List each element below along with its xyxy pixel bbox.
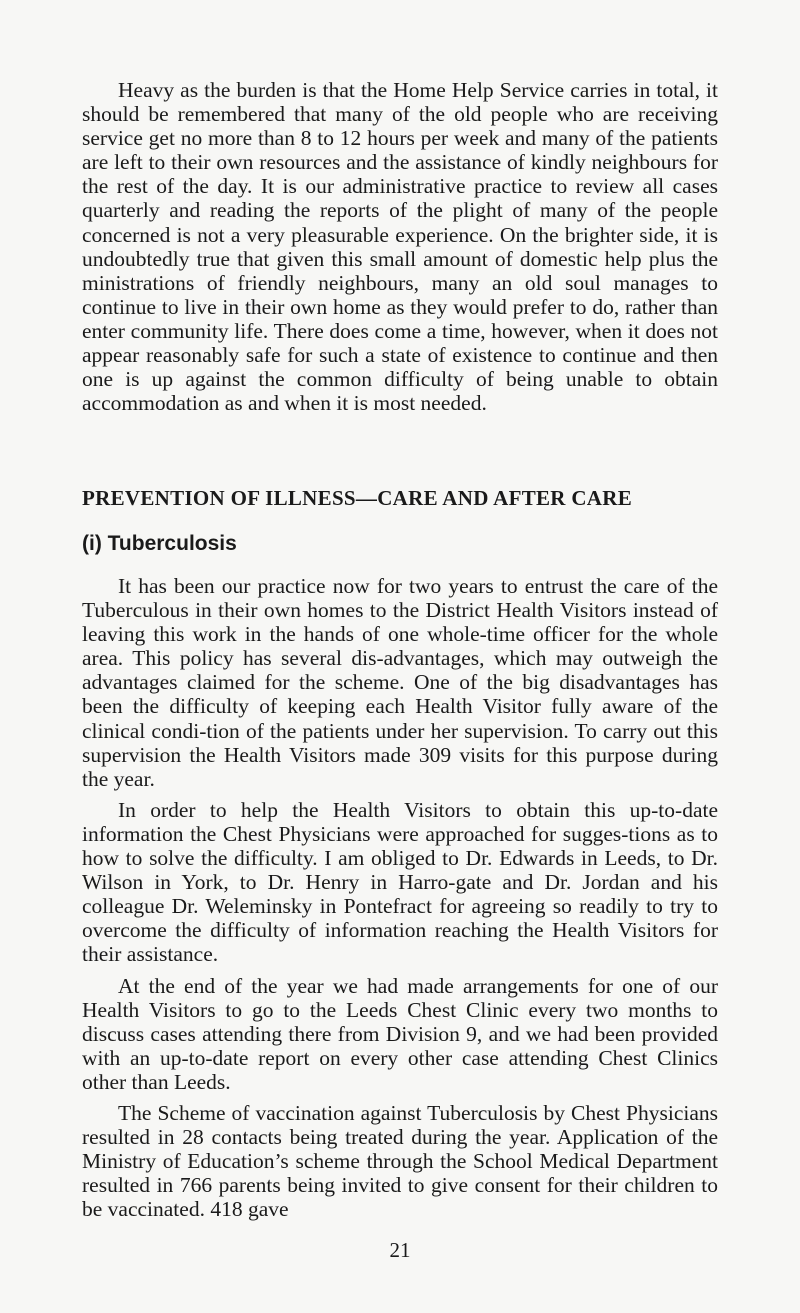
section-heading: PREVENTION OF ILLNESS—CARE AND AFTER CARE bbox=[82, 486, 633, 510]
body-paragraph: The Scheme of vaccination against Tuberculosis by Chest Physicians resulted in 28 contacts being treated during the year. Application of the Ministry of Education’s scheme through the School Medical Department resulted in 766 parents being invited to give consent for their children to be vaccinated. 418 gave bbox=[82, 1100, 718, 1222]
intro-paragraph: Heavy as the burden is that the Home Help Service carries in total, it should be remembered that many of the old people who are receiving service get no more than 8 to 12 hours per week and many of the patients are left to their own resources and the assistance of kindly neighbours for the rest of the day. It is our administrative practice to review all cases quarterly and reading the reports of the plight of many of the people concerned is not a very pleasurable experience. On the brighter side, it is undoubtedly true that given this small amount of domestic help plus the ministrations of friendly neighbours, many an old soul manages to continue to live in their own home as they would prefer to do, rather than enter community life. There does come a time, however, when it does not appear reasonably safe for such a state of existence to continue and then one is up against the common difficulty of being unable to obtain accommodation as and when it is most needed. bbox=[82, 78, 718, 416]
body-paragraph: It has been our practice now for two years to entrust the care of the Tuberculous in their own homes to the District Health Visitors instead of leaving this work in the hands of one whole-time officer for the whole area. This policy has several dis-advantages, which may outweigh the advantages claimed for the scheme. One of the big disadvantages has been the difficulty of keeping each Health Visitor fully aware of the clinical condi-tion of the patients under her supervision. To carry out this supervision the Health Visitors made 309 visits for this purpose during the year. bbox=[82, 574, 718, 791]
body-paragraph: At the end of the year we had made arrangements for one of our Health Visitors to go to the Leeds Chest Clinic every two months to discuss cases attending there from Division 9, and we had been provided with an up-to-date report on every other case attending Chest Clinics other than Leeds. bbox=[82, 973, 718, 1094]
section-body bbox=[82, 574, 718, 1228]
body-paragraph: In order to help the Health Visitors to obtain this up-to-date information the Chest Physicians were approached for sugges-tions as to how to solve the difficulty. I am obliged to Dr. Edwards in Leeds, to Dr. Wilson in York, to Dr. Henry in Harro-gate and Dr. Jordan and his colleague Dr. Weleminsky in Pontefract for agreeing so readily to try to overcome the difficulty of information reaching the Health Visitors for their assistance. bbox=[82, 797, 718, 967]
page-number: 21 bbox=[389, 1238, 411, 1262]
subsection-heading-tuberculosis: (i) Tuberculosis bbox=[82, 532, 237, 555]
